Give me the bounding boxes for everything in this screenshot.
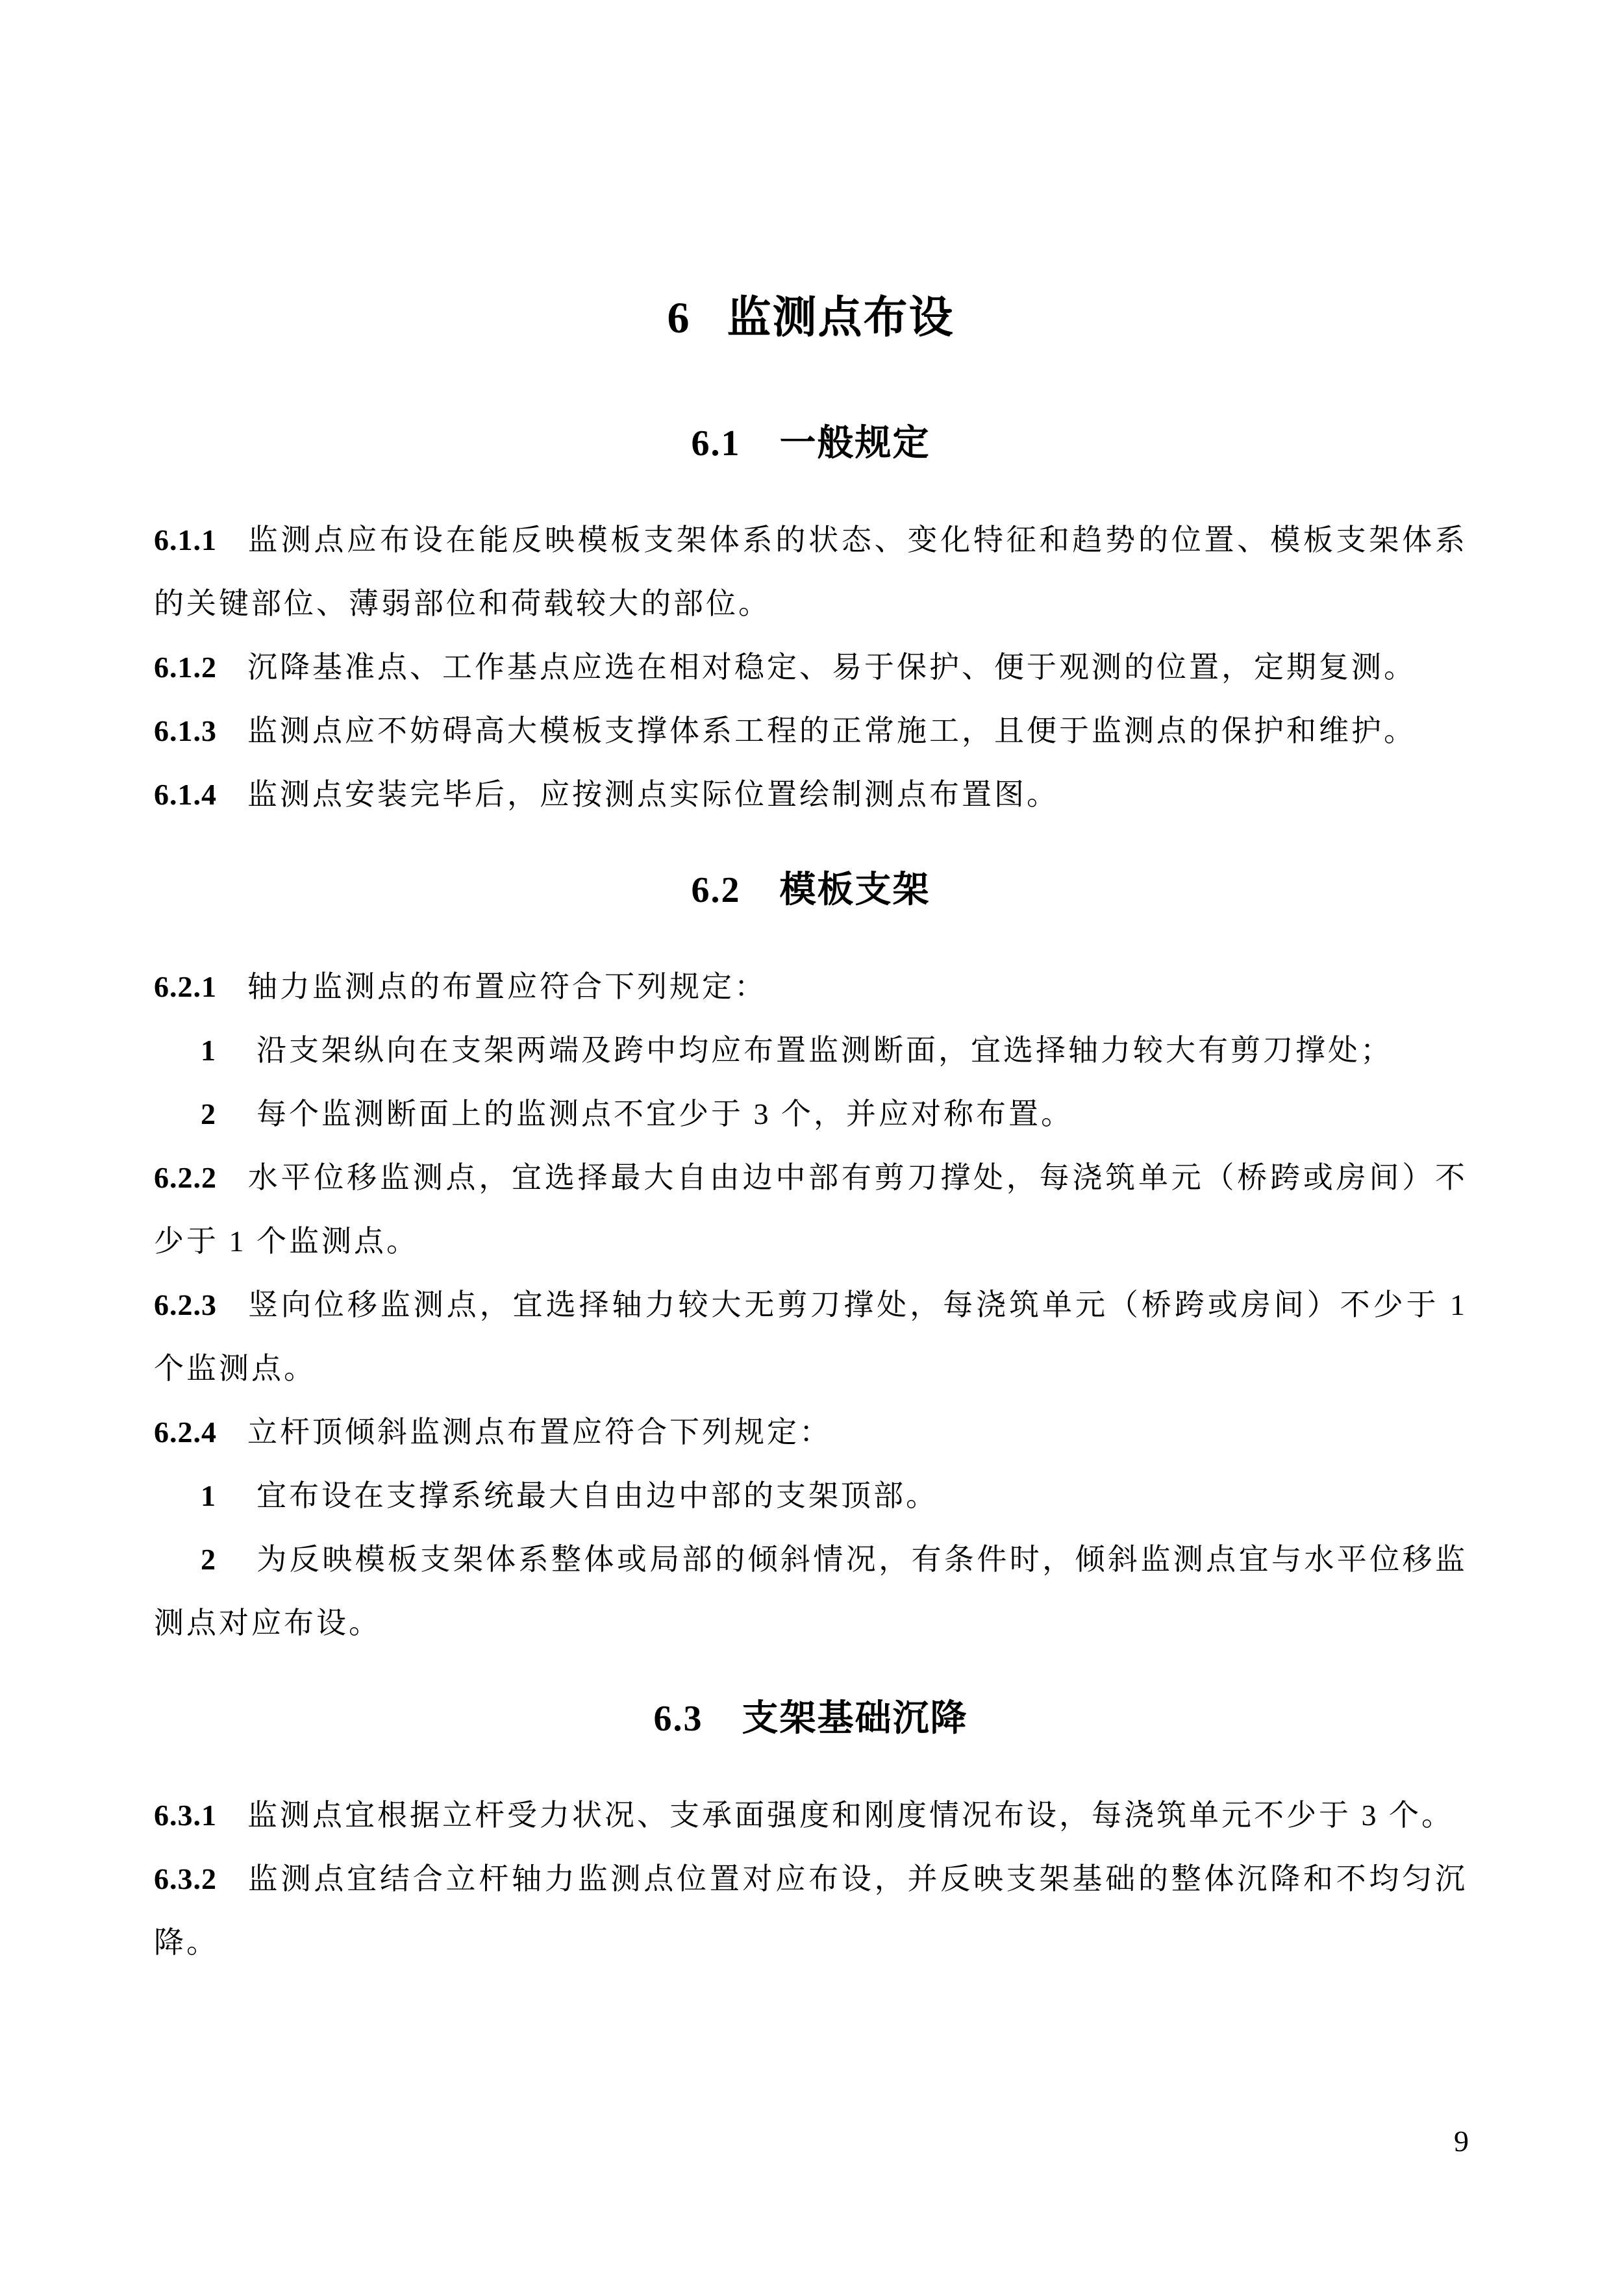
section-title: 支架基础沉降 [742, 1699, 968, 1739]
clause-6-2-4 [154, 1401, 1468, 1464]
item-text: 为反映模板支架体系整体或局部的倾斜情况，有条件时，倾斜监测点宜与水平位移监测点对应布设。 [154, 1543, 1468, 1640]
clause-6-2-2 [154, 1146, 1468, 1273]
clause-6-1-1 [154, 508, 1468, 636]
item-number: 2 [201, 1543, 216, 1576]
section-heading-6-2 [154, 866, 1468, 915]
chapter-title: 监测点布设 [727, 293, 955, 342]
clause-6-2-3 [154, 1273, 1468, 1401]
clause-text: 立杆顶倾斜监测点布置应符合下列规定： [247, 1416, 832, 1449]
chapter-heading [154, 288, 1468, 347]
clause-number: 6.2.2 [154, 1161, 217, 1194]
item-text: 宜布设在支撑系统最大自由边中部的支架顶部。 [256, 1479, 938, 1512]
clause-6-2-4-item-1 [154, 1464, 1468, 1528]
clause-6-2-4-item-2 [154, 1528, 1468, 1655]
clause-text: 监测点宜结合立杆轴力监测点位置对应布设，并反映支架基础的整体沉降和不均匀沉降。 [154, 1862, 1468, 1959]
clause-text: 竖向位移监测点，宜选择轴力较大无剪刀撑处，每浇筑单元（桥跨或房间）不少于 1 个监测点。 [154, 1288, 1468, 1385]
section-number: 6.3 [653, 1699, 703, 1739]
clause-number: 6.3.1 [154, 1799, 217, 1832]
item-number: 2 [201, 1097, 216, 1130]
section-title: 一般规定 [779, 423, 931, 464]
clause-text: 沉降基准点、工作基点应选在相对稳定、易于保护、便于观测的位置，定期复测。 [247, 651, 1416, 684]
section-heading-6-1 [154, 419, 1468, 468]
clause-6-3-2 [154, 1847, 1468, 1975]
clause-6-2-1 [154, 955, 1468, 1019]
clause-number: 6.2.3 [154, 1288, 217, 1321]
clause-6-3-1 [154, 1784, 1468, 1847]
item-number: 1 [201, 1479, 216, 1512]
clause-number: 6.1.3 [154, 714, 217, 747]
clause-number: 6.3.2 [154, 1862, 217, 1895]
item-text: 每个监测断面上的监测点不宜少于 3 个，并应对称布置。 [256, 1097, 1073, 1130]
clause-text: 轴力监测点的布置应符合下列规定： [247, 970, 767, 1003]
clause-number: 6.1.4 [154, 778, 217, 811]
clause-6-1-4 [154, 763, 1468, 827]
chapter-number: 6 [667, 293, 691, 342]
item-text: 沿支架纵向在支架两端及跨中均应布置监测断面，宜选择轴力较大有剪刀撑处； [256, 1034, 1393, 1067]
clause-number: 6.2.1 [154, 970, 217, 1003]
section-number: 6.2 [691, 870, 741, 910]
clause-number: 6.1.1 [154, 523, 217, 556]
clause-number: 6.2.4 [154, 1416, 217, 1449]
clause-text: 监测点安装完毕后，应按测点实际位置绘制测点布置图。 [247, 778, 1059, 811]
clause-text: 监测点宜根据立杆受力状况、支承面强度和刚度情况布设，每浇筑单元不少于 3 个。 [247, 1799, 1454, 1832]
clause-text: 监测点应布设在能反映模板支架体系的状态、变化特征和趋势的位置、模板支架体系的关键部位、薄弱部位和荷载较大的部位。 [154, 523, 1468, 620]
clause-6-2-1-item-2 [154, 1082, 1468, 1146]
item-number: 1 [201, 1034, 216, 1067]
clause-6-1-2 [154, 636, 1468, 699]
section-number: 6.1 [691, 423, 741, 464]
section-title: 模板支架 [779, 870, 931, 910]
section-heading-6-3 [154, 1694, 1468, 1743]
clause-6-2-1-item-1 [154, 1019, 1468, 1082]
clause-text: 监测点应不妨碍高大模板支撑体系工程的正常施工，且便于监测点的保护和维护。 [247, 714, 1416, 747]
clause-text: 水平位移监测点，宜选择最大自由边中部有剪刀撑处，每浇筑单元（桥跨或房间）不少于 1 个监测点。 [154, 1161, 1468, 1258]
clause-6-1-3 [154, 699, 1468, 763]
clause-number: 6.1.2 [154, 651, 217, 684]
page-number: 9 [1454, 2125, 1469, 2158]
